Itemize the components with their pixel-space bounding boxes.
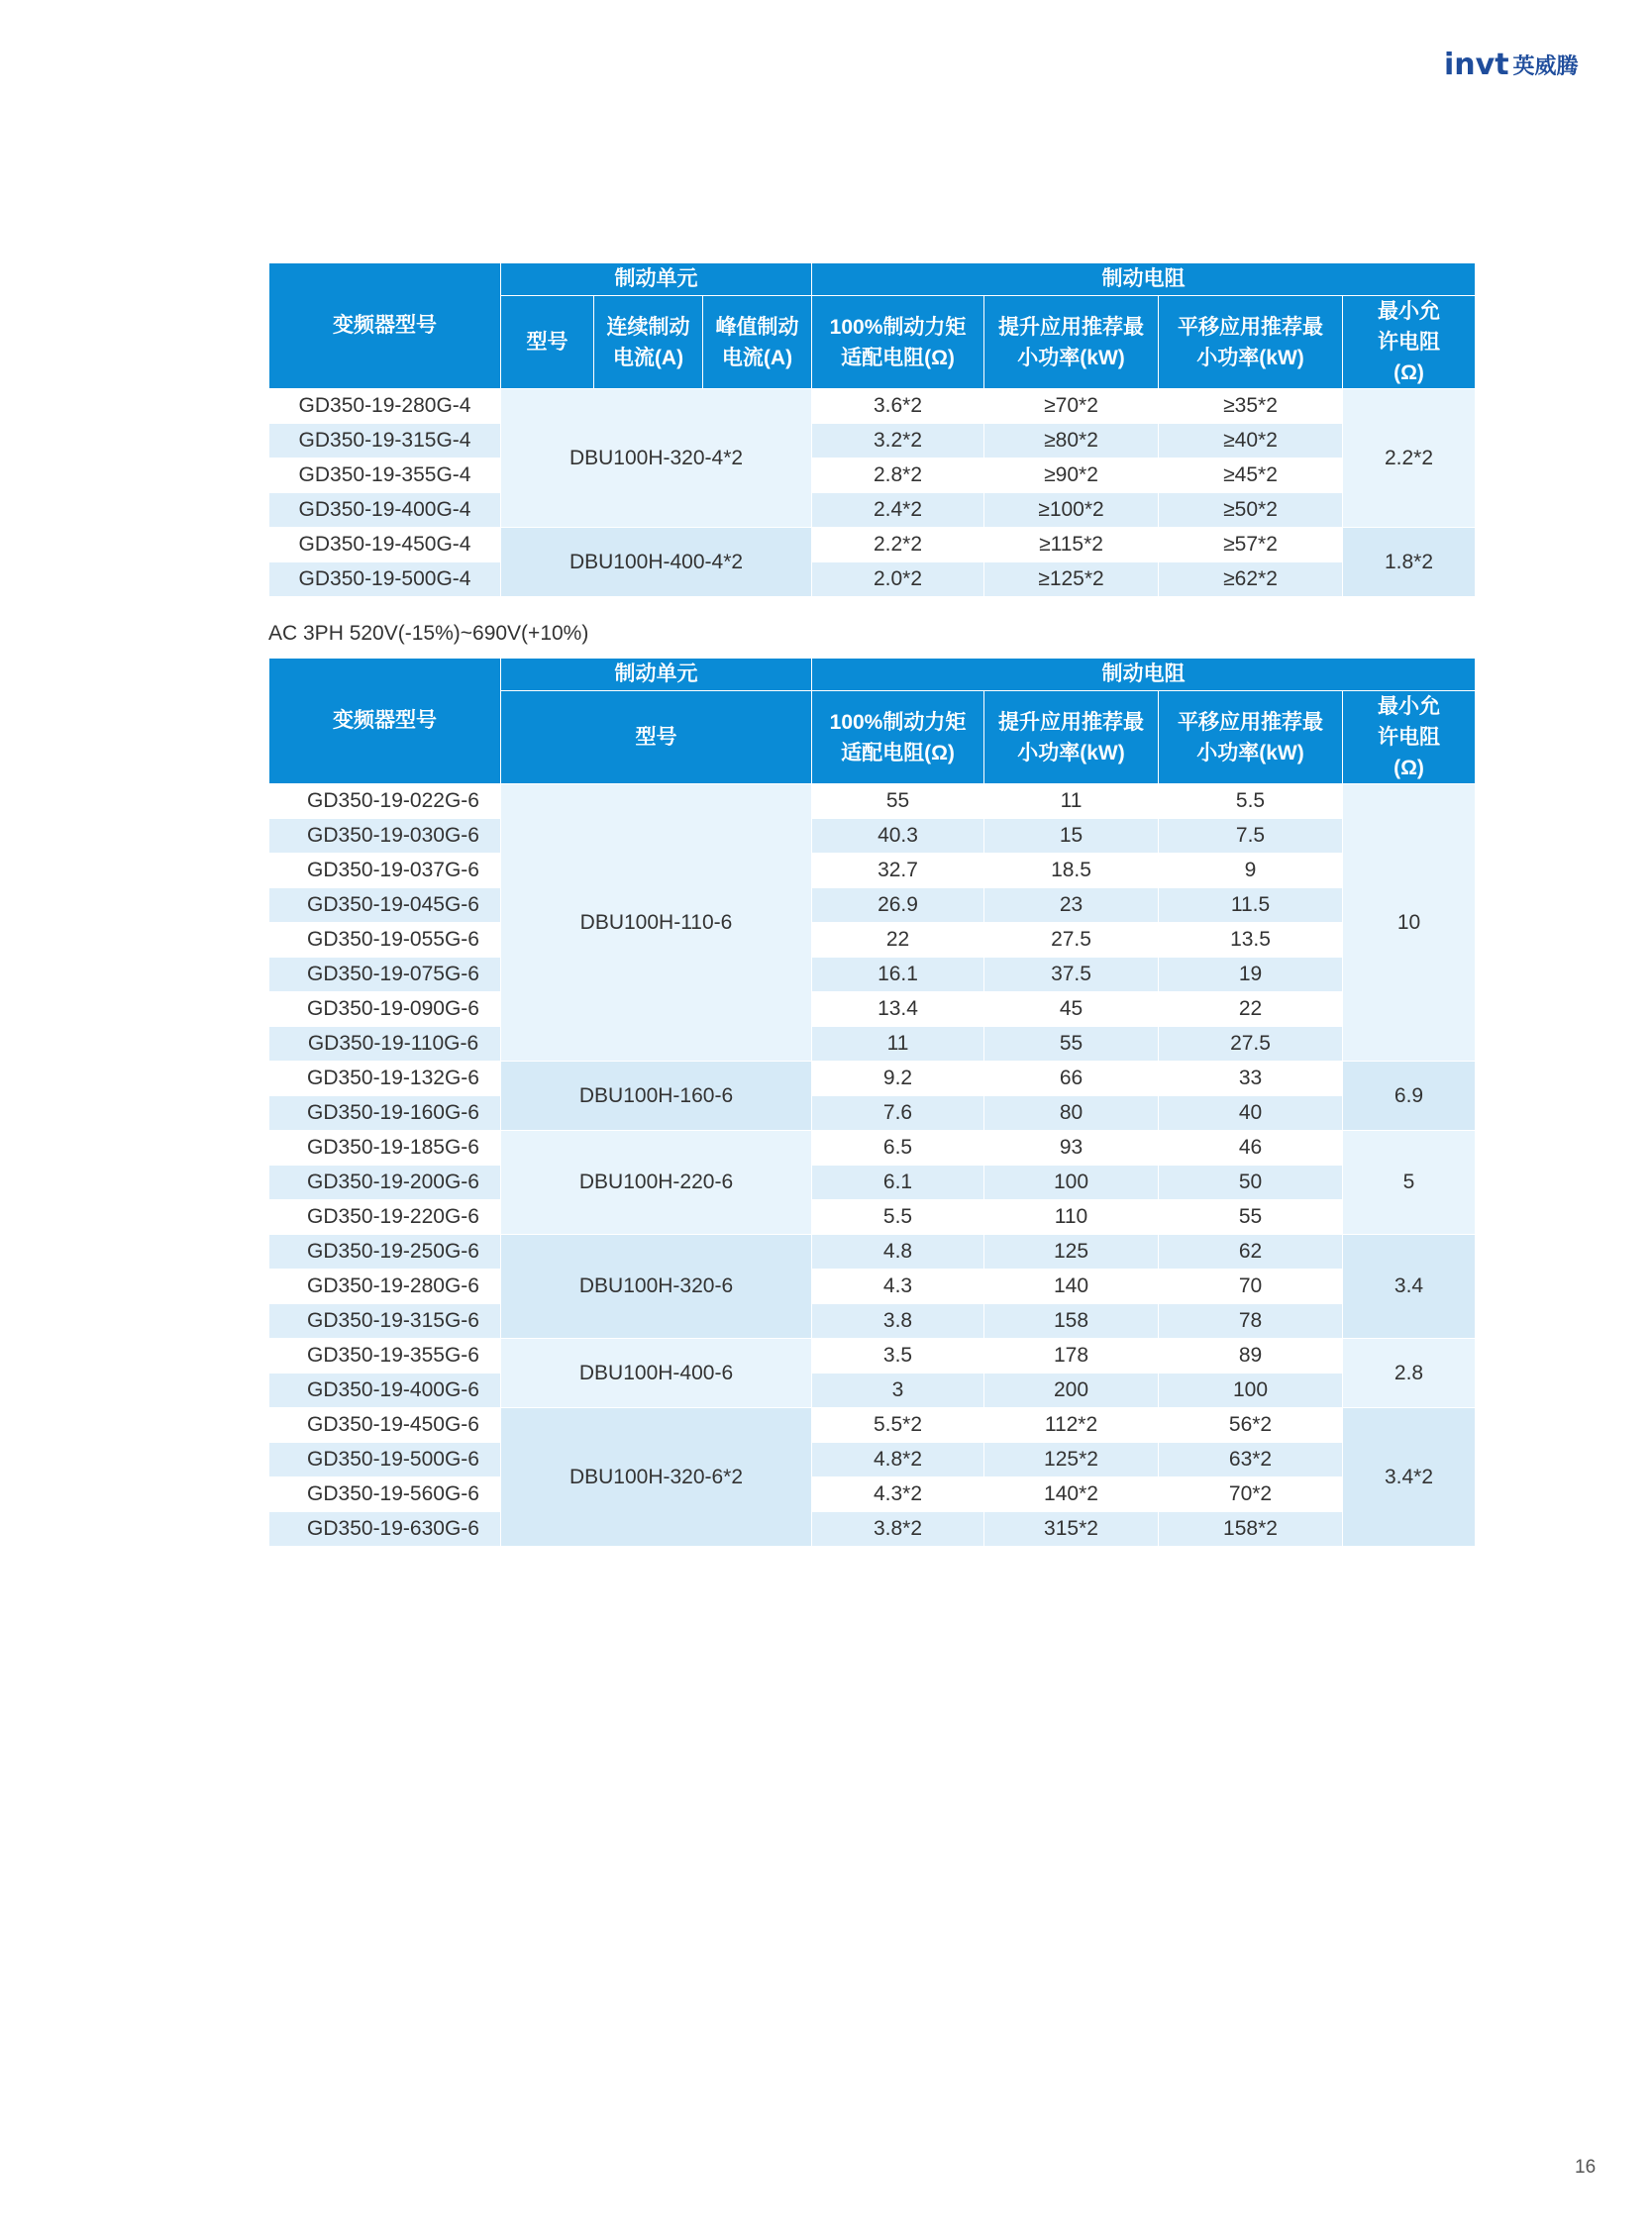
resistance-value: 26.9 — [812, 888, 984, 923]
drive-model: GD350-19-630G-6 — [269, 1512, 501, 1547]
drive-model: GD350-19-450G-4 — [269, 528, 501, 562]
resistance-value: 2.4*2 — [812, 493, 984, 528]
lift-power-value: 315*2 — [984, 1512, 1159, 1547]
min-res-cell: 2.8 — [1343, 1339, 1476, 1408]
resistance-value: 3.8*2 — [812, 1512, 984, 1547]
drive-model: GD350-19-355G-6 — [269, 1339, 501, 1374]
trans-power-value: ≥57*2 — [1159, 528, 1343, 562]
drive-model: GD350-19-022G-6 — [269, 784, 501, 819]
resistance-value: 6.5 — [812, 1131, 984, 1166]
header-unit-model: 型号 — [501, 691, 812, 784]
lift-power-value: 140*2 — [984, 1477, 1159, 1512]
resistance-value: 11 — [812, 1027, 984, 1062]
brake-unit-cell: DBU100H-320-6*2 — [501, 1408, 812, 1547]
table-row — [269, 1096, 1476, 1131]
brake-unit-cell: DBU100H-320-4*2 — [501, 389, 812, 528]
lift-power-value: 100 — [984, 1166, 1159, 1200]
table-row — [269, 1131, 1476, 1166]
trans-power-value: 22 — [1159, 992, 1343, 1027]
brake-unit-cell: DBU100H-400-6 — [501, 1339, 812, 1408]
drive-model: GD350-19-075G-6 — [269, 958, 501, 992]
lift-power-value: 140 — [984, 1270, 1159, 1304]
resistance-value: 13.4 — [812, 992, 984, 1027]
resistance-value: 3.6*2 — [812, 389, 984, 424]
drive-model: GD350-19-315G-4 — [269, 424, 501, 458]
header-resistance — [812, 691, 984, 784]
trans-power-value: ≥40*2 — [1159, 424, 1343, 458]
lift-power-value: ≥80*2 — [984, 424, 1159, 458]
table-row — [269, 1270, 1476, 1304]
trans-power-value: 70*2 — [1159, 1477, 1343, 1512]
header-model: 变频器型号 — [269, 659, 501, 784]
trans-power-value: 11.5 — [1159, 888, 1343, 923]
trans-power-value: ≥62*2 — [1159, 562, 1343, 597]
lift-power-value: 158 — [984, 1304, 1159, 1339]
trans-power-value: 13.5 — [1159, 923, 1343, 958]
trans-power-value: 40 — [1159, 1096, 1343, 1131]
table-row — [269, 819, 1476, 854]
trans-power-value: 70 — [1159, 1270, 1343, 1304]
drive-model: GD350-19-055G-6 — [269, 923, 501, 958]
table-row — [269, 1339, 1476, 1374]
brake-unit-cell: DBU100H-220-6 — [501, 1131, 812, 1235]
lift-power-value: ≥70*2 — [984, 389, 1159, 424]
braking-table-400v — [268, 262, 1476, 597]
drive-model: GD350-19-045G-6 — [269, 888, 501, 923]
table-row — [269, 562, 1476, 597]
table-row — [269, 1235, 1476, 1270]
drive-model: GD350-19-200G-6 — [269, 1166, 501, 1200]
brake-unit-cell: DBU100H-320-6 — [501, 1235, 812, 1339]
header-lift-power-text: 提升应用推荐最小功率(kW) — [998, 710, 1144, 764]
table-row — [269, 458, 1476, 493]
lift-power-value: 66 — [984, 1062, 1159, 1096]
header-min-res — [1343, 296, 1476, 389]
lift-power-value: 178 — [984, 1339, 1159, 1374]
trans-power-value: 5.5 — [1159, 784, 1343, 819]
table-row — [269, 1200, 1476, 1235]
resistance-value: 4.8*2 — [812, 1443, 984, 1477]
resistance-value: 2.8*2 — [812, 458, 984, 493]
header-brake-unit: 制动单元 — [501, 659, 812, 691]
brand-logo — [1444, 48, 1579, 82]
trans-power-value: 33 — [1159, 1062, 1343, 1096]
min-res-cell: 6.9 — [1343, 1062, 1476, 1131]
min-res-cell: 10 — [1343, 784, 1476, 1062]
table-row — [269, 1477, 1476, 1512]
table-row — [269, 1027, 1476, 1062]
table-row — [269, 992, 1476, 1027]
drive-model: GD350-19-280G-4 — [269, 389, 501, 424]
lift-power-value: 37.5 — [984, 958, 1159, 992]
header-min-res-text: 最小允许电阻(Ω) — [1378, 300, 1441, 384]
trans-power-value: 100 — [1159, 1374, 1343, 1408]
resistance-value: 40.3 — [812, 819, 984, 854]
trans-power-value: ≥35*2 — [1159, 389, 1343, 424]
table-row — [269, 784, 1476, 819]
header-trans-power — [1159, 691, 1343, 784]
header-lift-power — [984, 296, 1159, 389]
trans-power-value: 56*2 — [1159, 1408, 1343, 1443]
voltage-caption: AC 3PH 520V(-15%)~690V(+10%) — [268, 622, 589, 645]
header-lift-power-text: 提升应用推荐最小功率(kW) — [998, 315, 1145, 369]
drive-model: GD350-19-030G-6 — [269, 819, 501, 854]
resistance-value: 4.3 — [812, 1270, 984, 1304]
braking-table-690v — [268, 658, 1476, 1547]
lift-power-value: 112*2 — [984, 1408, 1159, 1443]
table-row — [269, 1443, 1476, 1477]
resistance-value: 5.5 — [812, 1200, 984, 1235]
drive-model: GD350-19-160G-6 — [269, 1096, 501, 1131]
table2-body — [269, 784, 1476, 1547]
page-number: 16 — [1575, 2157, 1597, 2178]
lift-power-value: 110 — [984, 1200, 1159, 1235]
logo-cn-text: 英威腾 — [1512, 54, 1579, 79]
header-brake-unit: 制动单元 — [501, 263, 812, 296]
header-trans-power-text: 平移应用推荐最小功率(kW) — [1178, 710, 1323, 764]
resistance-value: 4.8 — [812, 1235, 984, 1270]
resistance-value: 2.0*2 — [812, 562, 984, 597]
table-row — [269, 1374, 1476, 1408]
trans-power-value: ≥45*2 — [1159, 458, 1343, 493]
resistance-value: 32.7 — [812, 854, 984, 888]
drive-model: GD350-19-500G-4 — [269, 562, 501, 597]
trans-power-value: 50 — [1159, 1166, 1343, 1200]
trans-power-value: 7.5 — [1159, 819, 1343, 854]
header-brake-resistor: 制动电阻 — [812, 659, 1476, 691]
header-trans-power — [1159, 296, 1343, 389]
trans-power-value: 55 — [1159, 1200, 1343, 1235]
header-brake-resistor: 制动电阻 — [812, 263, 1476, 296]
lift-power-value: 200 — [984, 1374, 1159, 1408]
lift-power-value: ≥125*2 — [984, 562, 1159, 597]
drive-model: GD350-19-090G-6 — [269, 992, 501, 1027]
drive-model: GD350-19-355G-4 — [269, 458, 501, 493]
header-trans-power-text: 平移应用推荐最小功率(kW) — [1178, 315, 1324, 369]
min-res-cell: 5 — [1343, 1131, 1476, 1235]
lift-power-value: 11 — [984, 784, 1159, 819]
header-lift-power — [984, 691, 1159, 784]
trans-power-value: 9 — [1159, 854, 1343, 888]
header-resistance-text: 100%制动力矩适配电阻(Ω) — [829, 710, 967, 764]
lift-power-value: 18.5 — [984, 854, 1159, 888]
min-res-cell: 1.8*2 — [1343, 528, 1476, 597]
resistance-value: 3.2*2 — [812, 424, 984, 458]
header-min-res — [1343, 691, 1476, 784]
resistance-value: 3 — [812, 1374, 984, 1408]
header-unit-model: 型号 — [501, 296, 594, 389]
table-row — [269, 1512, 1476, 1547]
header-peak-current-text: 峰值制动电流(A) — [715, 315, 799, 369]
resistance-value: 55 — [812, 784, 984, 819]
trans-power-value: 89 — [1159, 1339, 1343, 1374]
lift-power-value: ≥90*2 — [984, 458, 1159, 493]
lift-power-value: 45 — [984, 992, 1159, 1027]
table-row — [269, 424, 1476, 458]
resistance-value: 3.5 — [812, 1339, 984, 1374]
lift-power-value: 80 — [984, 1096, 1159, 1131]
lift-power-value: 15 — [984, 819, 1159, 854]
table-row — [269, 923, 1476, 958]
table-row — [269, 389, 1476, 424]
lift-power-value: ≥100*2 — [984, 493, 1159, 528]
resistance-value: 5.5*2 — [812, 1408, 984, 1443]
table-row — [269, 958, 1476, 992]
drive-model: GD350-19-280G-6 — [269, 1270, 501, 1304]
drive-model: GD350-19-132G-6 — [269, 1062, 501, 1096]
drive-model: GD350-19-220G-6 — [269, 1200, 501, 1235]
min-res-cell: 2.2*2 — [1343, 389, 1476, 528]
header-peak-current — [703, 296, 812, 389]
lift-power-value: 125 — [984, 1235, 1159, 1270]
header-cont-current — [594, 296, 703, 389]
drive-model: GD350-19-250G-6 — [269, 1235, 501, 1270]
table-row — [269, 1062, 1476, 1096]
table-row — [269, 888, 1476, 923]
table-row — [269, 854, 1476, 888]
resistance-value: 16.1 — [812, 958, 984, 992]
drive-model: GD350-19-037G-6 — [269, 854, 501, 888]
min-res-cell: 3.4*2 — [1343, 1408, 1476, 1547]
trans-power-value: 63*2 — [1159, 1443, 1343, 1477]
trans-power-value: 158*2 — [1159, 1512, 1343, 1547]
header-resistance — [812, 296, 984, 389]
lift-power-value: 125*2 — [984, 1443, 1159, 1477]
lift-power-value: 93 — [984, 1131, 1159, 1166]
lift-power-value: 27.5 — [984, 923, 1159, 958]
lift-power-value: 55 — [984, 1027, 1159, 1062]
trans-power-value: 27.5 — [1159, 1027, 1343, 1062]
trans-power-value: 19 — [1159, 958, 1343, 992]
table-row — [269, 493, 1476, 528]
drive-model: GD350-19-110G-6 — [269, 1027, 501, 1062]
table-row — [269, 1304, 1476, 1339]
brake-unit-cell: DBU100H-400-4*2 — [501, 528, 812, 597]
drive-model: GD350-19-400G-6 — [269, 1374, 501, 1408]
trans-power-value: ≥50*2 — [1159, 493, 1343, 528]
table-row — [269, 1166, 1476, 1200]
resistance-value: 22 — [812, 923, 984, 958]
drive-model: GD350-19-185G-6 — [269, 1131, 501, 1166]
drive-model: GD350-19-560G-6 — [269, 1477, 501, 1512]
drive-model: GD350-19-500G-6 — [269, 1443, 501, 1477]
resistance-value: 7.6 — [812, 1096, 984, 1131]
resistance-value: 3.8 — [812, 1304, 984, 1339]
resistance-value: 2.2*2 — [812, 528, 984, 562]
table-row — [269, 1408, 1476, 1443]
lift-power-value: ≥115*2 — [984, 528, 1159, 562]
brake-unit-cell: DBU100H-110-6 — [501, 784, 812, 1062]
min-res-cell: 3.4 — [1343, 1235, 1476, 1339]
header-cont-current-text: 连续制动电流(A) — [606, 315, 690, 369]
resistance-value: 6.1 — [812, 1166, 984, 1200]
table-row — [269, 528, 1476, 562]
drive-model: GD350-19-315G-6 — [269, 1304, 501, 1339]
header-min-res-text: 最小允许电阻(Ω) — [1378, 695, 1440, 779]
trans-power-value: 46 — [1159, 1131, 1343, 1166]
header-resistance-text: 100%制动力矩适配电阻(Ω) — [829, 315, 967, 369]
header-model: 变频器型号 — [269, 263, 501, 389]
drive-model: GD350-19-400G-4 — [269, 493, 501, 528]
resistance-value: 4.3*2 — [812, 1477, 984, 1512]
drive-model: GD350-19-450G-6 — [269, 1408, 501, 1443]
brake-unit-cell: DBU100H-160-6 — [501, 1062, 812, 1131]
trans-power-value: 78 — [1159, 1304, 1343, 1339]
trans-power-value: 62 — [1159, 1235, 1343, 1270]
resistance-value: 9.2 — [812, 1062, 984, 1096]
logo-mark: invt — [1444, 48, 1509, 82]
lift-power-value: 23 — [984, 888, 1159, 923]
